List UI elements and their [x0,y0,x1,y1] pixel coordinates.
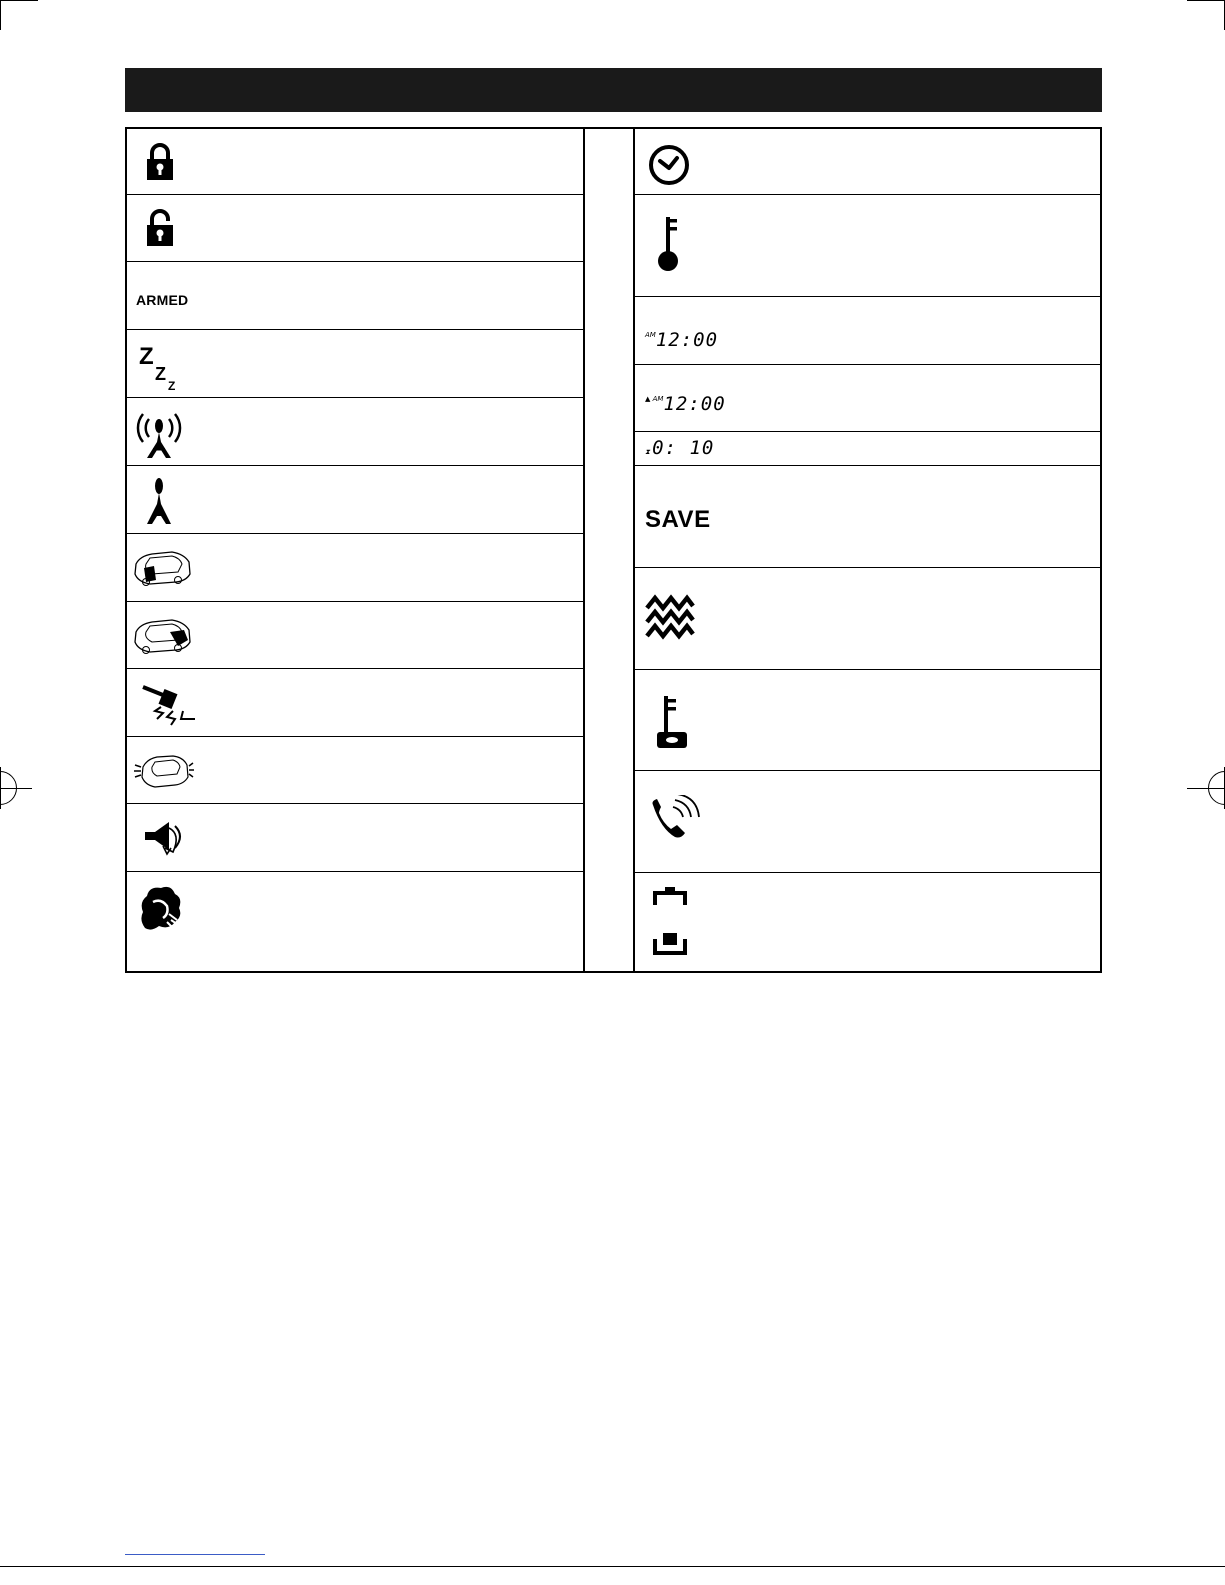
siren-icon [143,818,187,858]
crop-mark-top-left [0,0,1,30]
icon-row [635,365,1100,432]
car-lights-flash-icon [133,751,195,793]
footer-rule [0,1566,1225,1567]
hourglass-icon: ⧗ [645,448,653,456]
icon-table [125,127,1102,973]
alarm-time-display [645,393,726,415]
battery-low-icon [651,885,689,955]
panic-alarm-icon [139,884,183,932]
transmit-antenna-icon [133,406,185,460]
icon-row [127,737,583,804]
icon-row [635,432,1100,466]
valet-key-icon [655,694,689,750]
svg-text:Z: Z [155,364,166,384]
registration-mark-left-v [0,767,1,809]
icon-row [635,129,1100,195]
car-door-open-icon [132,548,192,588]
icon-row [635,568,1100,670]
icon-row [127,872,583,973]
icon-row [127,534,583,602]
heater-waves-icon [645,594,695,642]
icon-row [635,466,1100,568]
icon-row [127,466,583,534]
icon-row [635,297,1100,365]
antenna-icon [141,476,177,526]
icon-row [635,195,1100,297]
icon-row [635,670,1100,771]
svg-text:Z: Z [139,343,154,370]
shock-sensor-icon [141,681,197,727]
icon-row [127,398,583,466]
crop-mark-top-left-h [0,0,38,1]
clock-time-display [645,329,718,351]
save-text: SAVE [645,506,711,533]
icon-row [127,804,583,872]
alarm-bell-mark: ▲ [645,395,653,403]
am-indicator: AM [652,395,664,403]
section-header-bar [125,68,1102,112]
icon-row [127,669,583,737]
am-indicator: AM [645,331,656,339]
ignition-key-icon [657,215,683,273]
alarm-time-value: 12:00 [663,393,726,415]
icon-row [635,771,1100,873]
unlock-icon [145,209,175,247]
footer-link-rule [125,1554,265,1555]
registration-mark-right-h [1187,788,1225,789]
armed-text: ARMED [136,292,189,308]
car-trunk-open-icon [132,616,192,656]
icon-row [127,602,583,669]
icon-row [635,873,1100,973]
icon-table-right-column [633,127,1102,973]
lock-icon [145,143,175,181]
clock-icon [647,143,691,187]
icon-table-left-column [125,127,585,973]
icon-row [127,195,583,262]
registration-mark-left-h [0,788,32,789]
phone-call-icon [647,795,703,845]
svg-text:Z: Z [168,379,176,392]
crop-mark-top-right-h [1187,0,1225,1]
icon-table-gutter [583,127,635,973]
icon-row [127,262,583,330]
icon-row [127,129,583,195]
clock-time-value: 12:00 [655,329,719,351]
sleep-zzz-icon [139,342,181,392]
timer-display [645,437,714,459]
timer-value: 0: 10 [652,437,715,459]
icon-row [127,330,583,398]
